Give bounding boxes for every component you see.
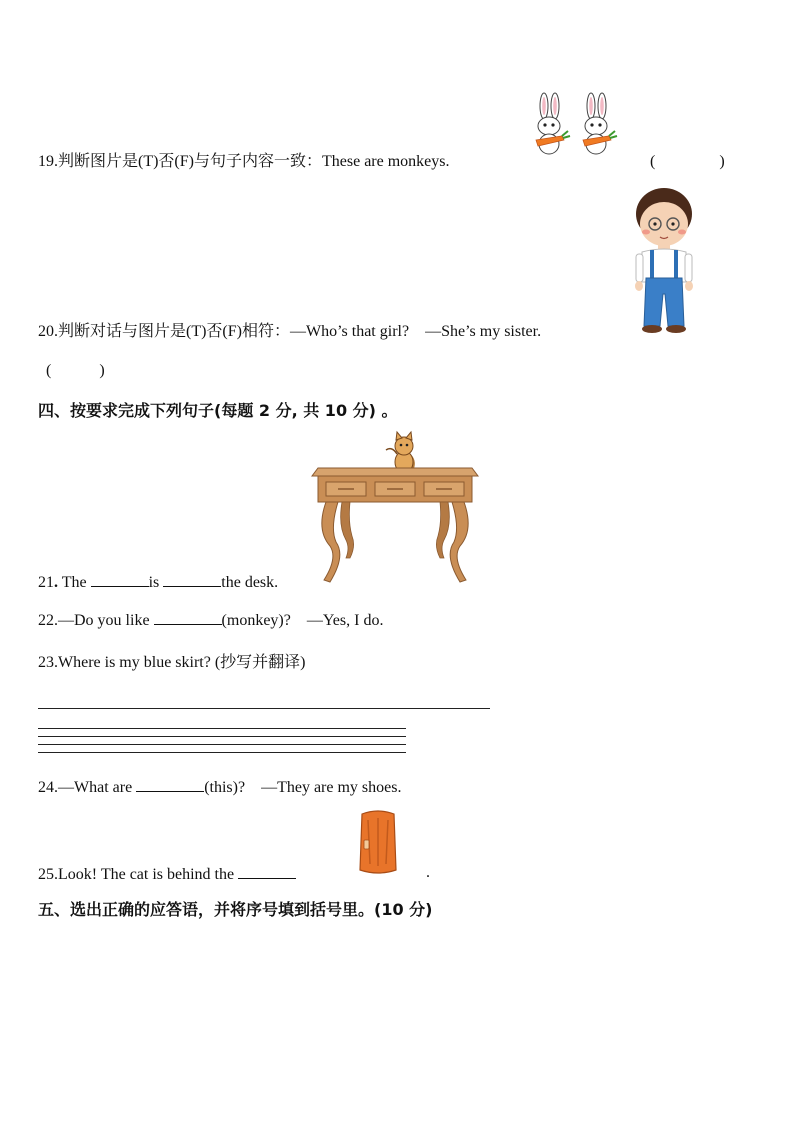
- rabbit-left: [536, 93, 570, 154]
- q21-blank-1[interactable]: [91, 572, 149, 587]
- q19-text: 19.判断图片是(T)否(F)与句子内容一致：These are monkeys.: [38, 153, 450, 170]
- desk-figure: [312, 468, 478, 582]
- q25-blank[interactable]: [238, 864, 296, 879]
- q24-blank[interactable]: [136, 777, 204, 792]
- section5-heading: 五、选出正确的应答语，并将序号填到括号里。(10 分): [38, 900, 433, 919]
- q25-period: .: [426, 864, 430, 881]
- q20-text: 20.判断对话与图片是(T)否(F)相符：—Who’s that girl? —She’s my sister.: [38, 323, 542, 340]
- q23-handwriting-line-4[interactable]: [38, 752, 406, 753]
- q21-number: 21: [38, 574, 54, 591]
- q25-text-1: 25.Look! The cat is behind the: [38, 866, 235, 883]
- q23-handwriting-line-2[interactable]: [38, 736, 406, 737]
- rabbit-right: [583, 93, 617, 154]
- q21-text-1: The: [58, 574, 87, 591]
- q22-line: [38, 607, 383, 630]
- q22-blank[interactable]: [154, 610, 222, 625]
- q21-dot: .: [54, 574, 58, 591]
- q23-handwriting-line-1[interactable]: [38, 728, 406, 729]
- q23-text: 23.Where is my blue skirt? (抄写并翻译): [38, 654, 306, 671]
- rabbits-image: [528, 92, 620, 158]
- q25-line: [38, 864, 296, 884]
- q20-answer-paren[interactable]: ( ): [46, 362, 105, 379]
- q24-text-1: 24.—What are: [38, 779, 133, 796]
- section4-heading: 四、按要求完成下列句子(每题 2 分, 共 10 分) 。: [38, 401, 398, 420]
- q23-answer-line[interactable]: [38, 708, 490, 709]
- door-image: [356, 810, 400, 876]
- q21-text-3: the desk.: [221, 574, 279, 591]
- q19-answer-paren[interactable]: ( ): [650, 153, 725, 170]
- q24-line: [38, 774, 401, 797]
- q21-line: [38, 572, 278, 592]
- q21-blank-2[interactable]: [163, 572, 221, 587]
- q23-handwriting-line-3[interactable]: [38, 744, 406, 745]
- q24-text-2: (this)? —They are my shoes.: [204, 779, 402, 796]
- boy-image: [628, 186, 700, 334]
- q21-text-2: is: [148, 574, 160, 591]
- cat-on-desk-image: [312, 430, 480, 588]
- q22-text-2: (monkey)? —Yes, I do.: [221, 612, 384, 629]
- q22-text-1: 22.—Do you like: [38, 612, 150, 629]
